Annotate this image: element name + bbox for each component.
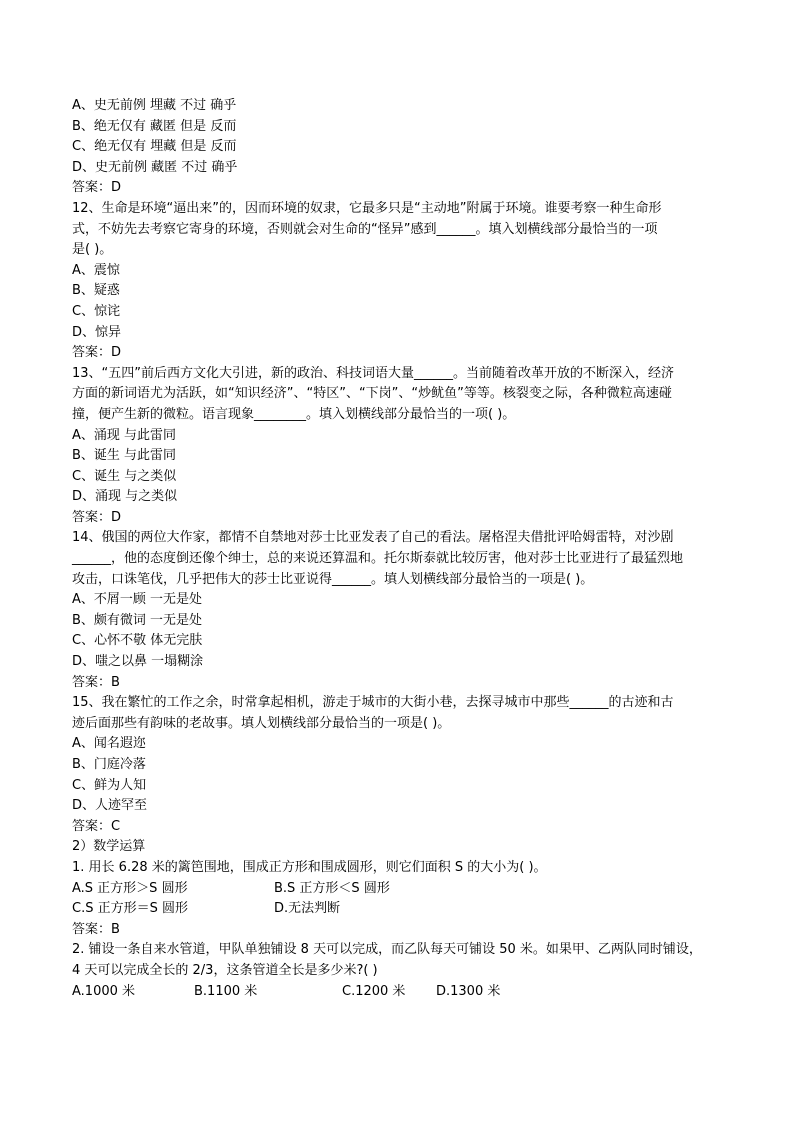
- option-b: B、绝无仅有 藏匿 但是 反而: [72, 118, 237, 134]
- question-stem-line: 迹后面那些有韵味的老故事。填人划横线部分最恰当的一项是( )。: [72, 715, 451, 731]
- option-b: B、疑惑: [72, 283, 120, 299]
- question-stem-line: 4 天可以完成全长的 2/3，这条管道全长是多少米?( ): [72, 962, 378, 978]
- question-stem-line: 14、俄国的两位大作家，都情不自禁地对莎士比亚发表了自己的看法。屠格涅夫借批评哈姆雷特，对沙剧: [72, 530, 674, 546]
- option-b: B.1100 米: [194, 983, 258, 999]
- answer: 答案：D: [72, 345, 122, 361]
- option-a: A、闻名遐迩: [72, 736, 146, 752]
- question-stem-line: 2. 铺设一条自来水管道，甲队单独铺设 8 天可以完成，而乙队每天可铺设 50 米。如果甲、乙两队同时铺设，: [72, 942, 702, 958]
- question-stem-line: 式，不妨先去考察它寄身的环境，否则就会对生命的“怪异”感到______。填入划横线部分最恰当的一项: [72, 221, 658, 237]
- option-c: C.1200 米: [342, 983, 406, 999]
- answer: 答案：D: [72, 509, 122, 525]
- options-row: [72, 982, 742, 1003]
- option-a: A、震惊: [72, 262, 120, 278]
- question-stem-line: 1. 用长 6.28 米的篱笆围地，围成正方形和围成圆形，则它们面积 S 的大小为( )。: [72, 859, 547, 875]
- option-d: D、嗤之以鼻 一塌糊涂: [72, 654, 204, 670]
- question-14: [72, 528, 742, 693]
- option-d: D.1300 米: [436, 983, 501, 999]
- option-a: A、史无前例 埋藏 不过 确乎: [72, 98, 237, 113]
- option-c: C、诞生 与之类似: [72, 468, 177, 484]
- question-stem-line: 13、“五四”前后西方文化大引进，新的政治、科技词语大量______。当前随着改革开放的不断深入，经济: [72, 365, 675, 381]
- option-d: D、人迹罕至: [72, 798, 148, 814]
- option-d: D、涌现 与之类似: [72, 489, 178, 505]
- option-b: B、诞生 与此雷同: [72, 448, 177, 464]
- document-page: [72, 96, 742, 1002]
- question-15: [72, 693, 742, 837]
- math-question-2: [72, 940, 742, 1002]
- option-b: B、颇有微词 一无是处: [72, 612, 203, 628]
- option-a: A、不屑一顾 一无是处: [72, 592, 203, 608]
- options-row: A.S 正方形＞S 圆形 B.S 正方形＜S 圆形: [72, 879, 742, 900]
- question-stem-line: 方面的新词语尤为活跃，如“知识经济”、“特区”、“下岗”、“炒鱿鱼”等等。核裂变之际，各种微粒高速碰: [72, 386, 672, 402]
- answer: 答案：D: [72, 180, 122, 196]
- answer: 答案：B: [72, 921, 120, 937]
- question-stem-line: ______，他的态度倒还像个绅士，总的来说还算温和。托尔斯泰就比较厉害，他对莎士比亚进行了最猛烈地: [72, 551, 684, 567]
- question-stem-line: 15、我在繁忙的工作之余，时常拿起相机，游走于城市的大街小巷，去探寻城市中那些______的古迹和古: [72, 695, 674, 711]
- option-a: A.S 正方形＞S 圆形: [72, 880, 188, 896]
- option-d: D、史无前例 藏匿 不过 确乎: [72, 159, 238, 175]
- options-row: C.S 正方形＝S 圆形 D.无法判断: [72, 899, 742, 920]
- question-stem-line: 攻击，口诛笔伐，几乎把伟大的莎士比亚说得______。填人划横线部分最恰当的一项是( )。: [72, 571, 594, 587]
- option-c: C、惊诧: [72, 303, 121, 319]
- option-a: A、涌现 与此雷同: [72, 427, 177, 443]
- option-c: C、心怀不敬 体无完肤: [72, 633, 203, 649]
- question-11: [72, 96, 742, 199]
- section-title: 2）数学运算: [72, 839, 146, 855]
- option-a: A.1000 米: [72, 983, 136, 999]
- option-b: B、门庭冷落: [72, 757, 146, 772]
- math-question-1: [72, 858, 742, 940]
- question-13: [72, 364, 742, 529]
- question-stem-line: 12、生命是环境“逼出来”的，因而环境的奴隶，它最多只是“主动地”附属于环境。谁要考察一种生命形: [72, 200, 662, 216]
- question-stem-line: 撞，便产生新的微粒。语言现象________。填入划横线部分最恰当的一项( )。: [72, 406, 516, 422]
- question-12: [72, 199, 742, 364]
- option-c: C、绝无仅有 埋藏 但是 反而: [72, 139, 237, 155]
- answer: 答案：C: [72, 818, 121, 834]
- question-stem-line: 是( )。: [72, 242, 113, 258]
- option-d: D、惊异: [72, 324, 122, 340]
- option-c: C、鲜为人知: [72, 777, 147, 793]
- answer: 答案：B: [72, 674, 120, 690]
- option-c: C.S 正方形＝S 圆形: [72, 901, 188, 917]
